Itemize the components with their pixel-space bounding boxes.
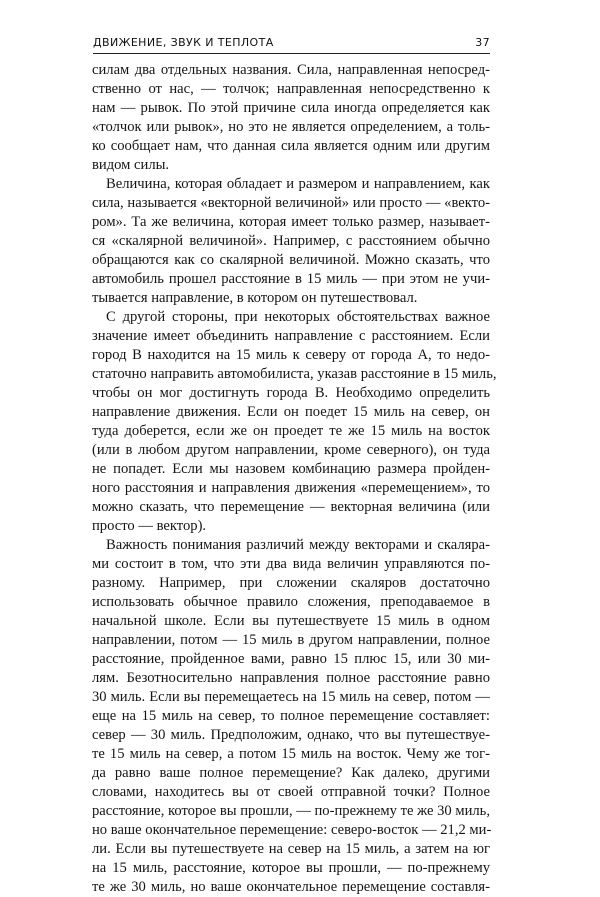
text-line: Важность понимания различий между векторами и скаляра-: [106, 537, 490, 553]
text-line: начальной школе. Если вы путешествуете 15 миль в одном: [92, 613, 490, 629]
text-line: чтобы он мог достигнуть города В. Необходимо определить: [92, 385, 490, 401]
paragraph: [92, 536, 490, 897]
text-line: север — 30 миль. Предположим, однако, что вы путешествуе-: [92, 727, 490, 743]
text-line: автомобиль прошел расстояние в 15 миль — при этом не учи-: [92, 271, 490, 287]
text-line: туда доберется, если же он проедет те же 15 миль на восток: [92, 423, 490, 439]
text-line: те 15 миль на север, а потом 15 миль на восток. Чему же тог-: [92, 746, 490, 762]
text-line: ром». Та же величина, которая имеет только размер, называет-: [92, 214, 490, 230]
text-line: нам — рывок. По этой причине сила иногда определяется как: [92, 100, 490, 116]
text-line: ко сообщает нам, что данная сила является одним или другим: [92, 138, 490, 154]
text-line: просто — вектор).: [92, 518, 207, 534]
text-line: лям. Безотносительно направления полное расстояние равно: [92, 670, 490, 686]
text-line: да равно ваше полное перемещение? Как далеко, другими: [92, 765, 490, 781]
text-line: расстояние, пройденное вами, равно 15 плюс 15, или 30 ми-: [92, 651, 490, 667]
text-line: «толчок или рывок», но это не является определением, а толь-: [92, 119, 490, 135]
text-line: значение имеет объединить направление с расстоянием. Если: [92, 328, 490, 344]
paragraph: [92, 308, 497, 536]
text-line: ли. Если вы путешествуете на север на 15 миль, а затем на юг: [92, 841, 490, 857]
text-line: обращаются как со скалярной величиной. Можно сказать, что: [92, 252, 490, 268]
text-line: расстояние, которое вы прошли, — по-прежнему те же 30 миль,: [92, 803, 490, 819]
text-line: (или в любом другом направлении, кроме северного), он туда: [92, 442, 490, 458]
text-line: силам два отдельных названия. Сила, направленная непосред-: [92, 62, 490, 78]
text-line: ного расстояния и направления движения «перемещением», то: [92, 480, 490, 496]
running-header: [93, 36, 490, 50]
text-line: видом силы.: [92, 157, 170, 173]
text-line: статочно направить автомобилиста, указав расстояние в 15 миль,: [92, 366, 497, 382]
text-line: разному. Например, при сложении скаляров достаточно: [92, 575, 490, 591]
text-line: еще на 15 миль на север, то полное перемещение составляет:: [92, 708, 490, 724]
text-line: на 15 миль, расстояние, которое вы прошли, — по-прежнему: [92, 860, 490, 876]
header-rule: [93, 53, 490, 54]
text-line: С другой стороны, при некоторых обстоятельствах важное: [106, 309, 490, 325]
text-line: ся «скалярной величиной». Например, с расстоянием обычно: [92, 233, 490, 249]
text-line: использовать обычное правило сложения, преподаваемое в: [92, 594, 490, 610]
text-line: Величина, которая обладает и размером и направлением, как: [106, 176, 490, 192]
text-line: город В находится на 15 миль к северу от города А, то недо-: [92, 347, 490, 363]
text-line: направление движения. Если он поедет 15 миль на север, он: [92, 404, 490, 420]
text-line: ми состоит в том, что эти два вида величин управляются по-: [92, 556, 490, 572]
text-line: сила, называется «векторной величиной» или просто — «векто-: [92, 195, 490, 211]
text-line: 30 миль. Если вы перемещаетесь на 15 миль на север, потом —: [92, 689, 490, 705]
text-line: словами, находитесь вы от своей отправной точки? Полное: [92, 784, 490, 800]
page-number: 37: [475, 36, 490, 49]
text-line: те же 30 миль, но ваше окончательное перемещение составля-: [92, 879, 490, 895]
paragraph: [92, 61, 490, 175]
text-line: направлении, потом — 15 миль в другом направлении, полное: [92, 632, 490, 648]
text-line: можно сказать, что перемещение — векторная величина (или: [92, 499, 490, 515]
text-line: но ваше окончательное перемещение: северо-восток — 21,2 ми-: [92, 822, 492, 838]
paragraph: [92, 175, 490, 308]
text-line: не попадет. Если мы назовем комбинацию размера пройден-: [92, 461, 490, 477]
text-line: ственно от нас, — толчок; направленная непосредственно к: [92, 81, 490, 97]
running-title: ДВИЖЕНИЕ, ЗВУК И ТЕПЛОТА: [93, 36, 274, 49]
text-line: тывается направление, в котором он путешествовал.: [92, 290, 418, 306]
body-text: [92, 61, 497, 897]
